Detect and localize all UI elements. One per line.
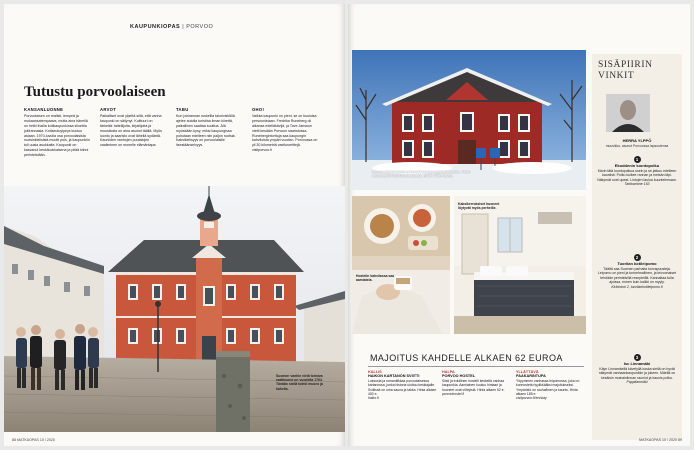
tip-address: Kirkkotori 2, tuorilankotileipomo.fi [611, 284, 663, 289]
accommodation-surprising [516, 370, 586, 401]
price-tag: YLLÄTTÄVÄ [516, 370, 539, 374]
column-heading: OHO! [252, 107, 265, 112]
insider-tips-sidebar [592, 54, 682, 440]
accommodation-body: Siisti ja edullinen hostelli keskellä vanhaa kaupunkia. Aamiainen kuuluu hintaan ja huoneet ovat viihtyisiä. Hinta alkaen 62 e. [442, 378, 505, 392]
left-page [4, 4, 345, 446]
sidebar-title: SISÄPIIRIN VINKIT [598, 60, 653, 81]
room-caption: Kaksikerroksiset huoneet löytyvät myös perheille. [458, 202, 500, 211]
person-role: muusikko, asunut Porvoossa lapsuutensa [605, 144, 669, 148]
tip-title: Isc Linnamäki [623, 361, 651, 366]
breakfast-illustration [352, 196, 450, 334]
person-name: HERRA YLPPÖ [622, 138, 652, 143]
divider [368, 366, 584, 367]
tip-address: Tarkkarinne 153 [624, 182, 650, 187]
column-heading: ARVOT [100, 107, 117, 112]
room-illustration [454, 196, 586, 334]
accommodation-link: haiko.fi [368, 396, 379, 401]
tip-body: Käyn Linnamäellä kävelyllä koska siellä on hyvät näkymät vanhaankaupunkiin ja jokeen. Mäellä on kesäisin muinaislinnan rauniot ja kaunis polku. [598, 366, 676, 380]
tip-number: 2 [634, 254, 641, 261]
tip-number: 3 [634, 354, 641, 361]
tip-address: Pappilanmäki [626, 380, 648, 385]
article-column-2 [100, 108, 166, 148]
town-hall-caption: Suomen vanhin vielä toimiva raatihuone on vuodelta 1764. Tänään siellä toimii museo ja kahvila. [276, 374, 323, 391]
page-footer-right: MATKAOPAS 10 / 2020 89 [639, 438, 682, 442]
breakfast-photo [352, 196, 450, 334]
town-hall-illustration [4, 186, 345, 432]
sidebar-tip-1 [596, 156, 678, 187]
tip-number: 1 [634, 156, 641, 163]
breakfast-caption: Hostelin kahvilassa saa aamiaista. [356, 274, 395, 283]
price-tag: KALLIS [368, 370, 382, 374]
sidebar-tip-3 [596, 354, 678, 385]
sidebar-tip-2 [596, 254, 678, 290]
page-title: Tutustu porvoolaiseen [24, 84, 166, 100]
column-body: Porvoolaisen on realisti, lempeä ja mukaansatempaava, mutta aina hänellä on hetki ihailla kotikaupunkinsa siluettia jokirannasta. Kotiseutuylpeys kuuluu asiaan. 1970-luvulla osa porvoolaisista ruotsinkielisistä muutti pois, ja kaupunkiin tuli uusia asukkaita. Kaupunki on kasvanut keskiluokkaisena ja pitää kiinni perinteistään. [24, 113, 90, 158]
column-body: Kun jokirannan ruskeilla talorivistöillä ajelee autolla turistina ilman kiirettä, paikallinen saattaa suuttua. Älä myöskään kysy, miksi kaupungissa puhutaan edelleen niin paljon ruotsia. Kaksikielisyys on porvoolaisille itsestäänselvyys. [176, 113, 236, 148]
tip-body: Täältä saa Suomen parhaita korvapuusteja. Leipomo on pieni ja tunnelmallinen, ja leivonnaiset tehdään perinteisillä resepteillä. Kannattaa tulla ajoissa, ennen kuin kaikki on myyty. [597, 266, 677, 285]
hostel-illustration [352, 50, 586, 190]
accommodation-heading: MAJOITUS KAHDELLE ALKAEN 62 EUROA [370, 353, 563, 363]
column-body: Paikalliset ovat ylpeitä siitä, että vanha kaupunki on säilynyt. Kulttuuri on tärkeää: taiteilijoita, kirjailijoita ja muusikoita on aina asunut täällä. Myös luonto ja saaristo ovat lähellä sydäntä. Kauniiden vanhojen puutalojen vaaliminen on monelle elämäntapa. [100, 113, 162, 148]
column-heading: KANSANLUONNE [24, 107, 64, 112]
column-body: Vaikka kaupunki on pieni, se on kuuluisa persoonistaan. Fredrika Runeberg oli aikansa edelläkävijä, ja Tove Jansson vietti kesiään Porvoon saaristossa. Runebergintorttuja saa kaupungin kahviloista ympäri vuoden. Porvoossa on yli 30 kilometriä vaellusreittejä. visitporvoo.fi [252, 113, 318, 153]
town-hall-photo [4, 186, 345, 432]
price-tag: HALPA [442, 370, 455, 374]
tip-title: Ekoddenin luontopolku [614, 163, 660, 168]
accommodation-link: visitporvoo.fi/en/stay [516, 396, 547, 401]
accommodation-cheap [442, 370, 512, 396]
section-sub: | PORVOO [182, 24, 214, 30]
page-footer-left: 88 MATKAOPAS 10 / 2020 [12, 438, 55, 442]
article-column-4 [252, 108, 318, 153]
accommodation-link: porvoohostel.fi [442, 392, 465, 397]
portrait-photo [606, 94, 650, 132]
accommodation-title: HAIKON KARTANON SVIITTI [368, 374, 420, 379]
right-page [348, 4, 690, 446]
section-sub-label: PORVOO [186, 24, 214, 30]
accommodation-body: Luksusta ja romantiikkaa porvoolaisessa kartanossa, jonka historia ulottuu keskiajalle. Sviitissä on oma sauna ja takka. Hinta alkaen 400 e. [368, 378, 437, 397]
section-tag [130, 24, 213, 30]
tip-body: Kävin tätä luontopolkua usein ja se jatkuu edelleen kauniisti. Polku kulkee rannan ja metsän läpi. Näkymät ovat upeat. Lintujen laulua kuuntelemaan. [597, 168, 677, 182]
article-column-1 [24, 108, 90, 158]
accommodation-title: PORVOO HOSTEL [442, 374, 476, 379]
accommodation-title: PAAKARINTUPA [516, 374, 546, 379]
article-column-3 [176, 108, 242, 148]
hostel-photo [352, 50, 586, 190]
portrait-illustration [606, 94, 650, 132]
tip-title: Tuorilan kotileipomo [617, 261, 657, 266]
room-photo [454, 196, 586, 334]
hostel-caption: Porvoo Hostel toimii entisessä kauppaoppilaitoksessa. Talon rakennettiin 1900-luvun alussa. Kuva: Alfa Porvoo [372, 170, 471, 179]
accommodation-expensive [368, 370, 438, 401]
column-heading: TABU [176, 107, 189, 112]
accommodation-body: Yöpyminen vanhassa leipomossa, joka on kunnostettu tyylikkääksi majoitukseksi. Ympäristö on rauhallinen ja kaunis. Hinta alkaen 185 e. [516, 378, 580, 397]
section-label: KAUPUNKIOPAS [130, 24, 181, 30]
